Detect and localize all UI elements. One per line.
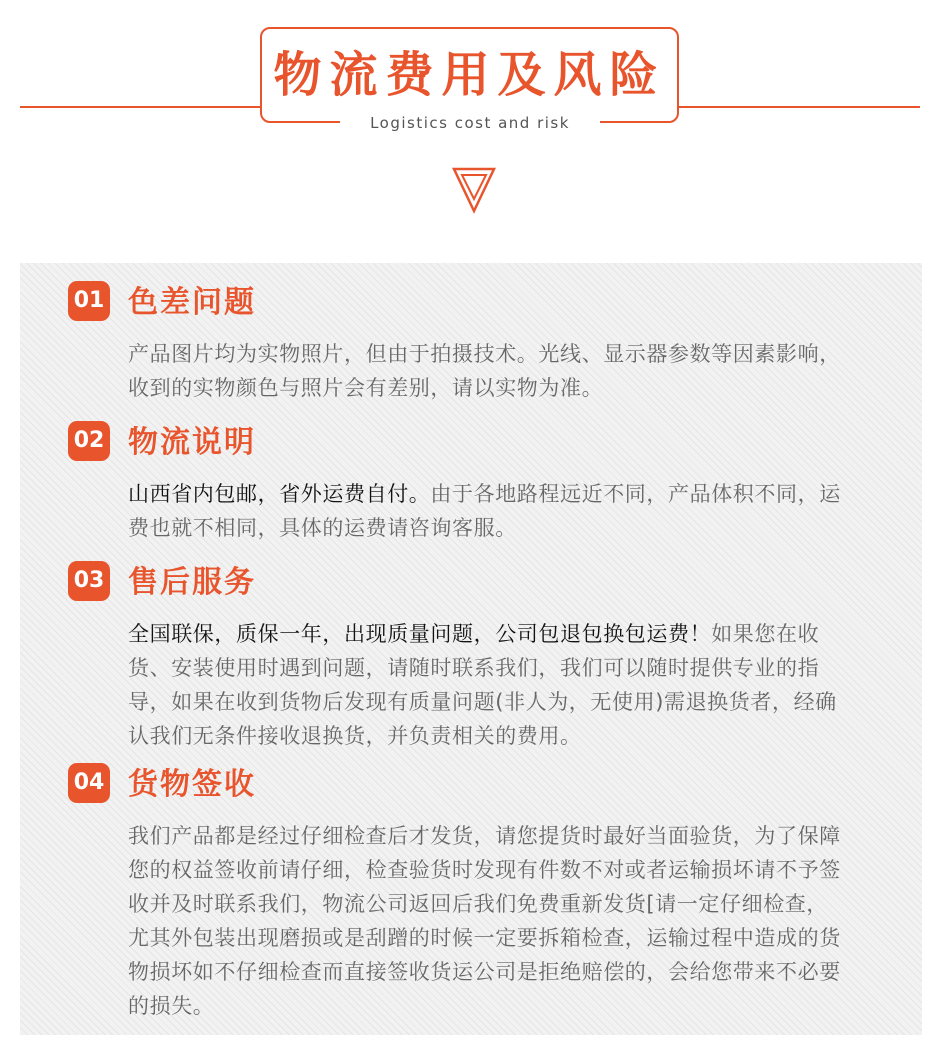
info-panel: [20, 263, 922, 1035]
section-text: 由于各地路程远近不同，产品体积不同，运费也就不相同，具体的运费请咨询客服。: [128, 482, 841, 540]
header-rule-left: [20, 106, 260, 108]
section-title: 色差问题: [128, 285, 256, 320]
header-rule-right: [679, 106, 920, 108]
section-goods-receipt: [68, 763, 848, 1023]
section-text: 产品图片均为实物照片，但由于拍摄技术。光线、显示器参数等因素影响，收到的实物颜色与照片会有差别，请以实物为准。: [128, 342, 841, 400]
page-header: [0, 0, 940, 230]
section-color-difference: [68, 281, 848, 411]
section-number-badge: 03: [68, 561, 110, 601]
section-body: [128, 617, 848, 753]
section-number-badge: 02: [68, 421, 110, 461]
section-body: [128, 819, 848, 1023]
section-text: 我们产品都是经过仔细检查后才发货，请您提货时最好当面验货，为了保障您的权益签收前请仔细，检查验货时发现有件数不对或者运输损坏请不予签收并及时联系我们，物流公司返回后我们免费重新发货[请一定仔细检查，尤其外包装出现磨损或是刮蹭的时候一定要拆箱检查，运输过程中造成的货物损坏如不仔细检查而直接签收货运公司是拒绝赔偿的，会给您带来不必要的损失。: [128, 824, 841, 1018]
page-subtitle: Logistics cost and risk: [340, 112, 600, 134]
section-number-badge: 01: [68, 281, 110, 321]
section-title: 物流说明: [128, 425, 256, 460]
double-chevron-down-icon: [451, 166, 497, 214]
title-frame: [260, 27, 679, 123]
section-title: 售后服务: [128, 565, 256, 600]
page-title: 物流费用及风险: [273, 47, 666, 103]
section-logistics: [68, 421, 848, 551]
section-highlight: 全国联保，质保一年，出现质量问题，公司包退包换包运费！: [128, 622, 712, 646]
section-highlight: 山西省内包邮，省外运费自付。: [128, 482, 431, 506]
section-title: 货物签收: [128, 767, 256, 802]
section-body: [128, 477, 848, 545]
section-text: 如果您在收货、安装使用时遇到问题，请随时联系我们，我们可以随时提供专业的指导，如果在收到货物后发现有质量问题(非人为，无使用)需退换货者，经确认我们无条件接收退换货，并负责相关的费用。: [128, 622, 837, 748]
section-body: [128, 337, 848, 405]
section-number-badge: 04: [68, 763, 110, 803]
section-after-sales: [68, 561, 848, 761]
